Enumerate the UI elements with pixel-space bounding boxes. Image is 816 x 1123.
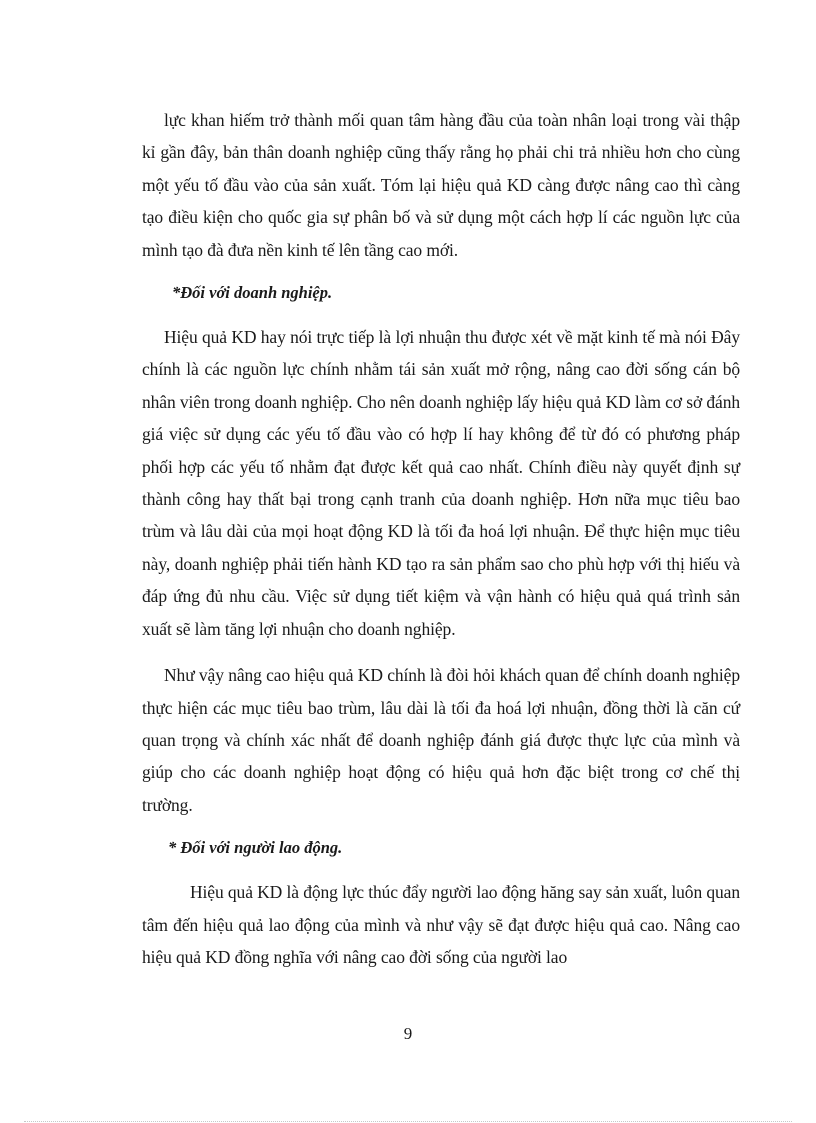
page-body [142,104,740,973]
paragraph-workers: Hiệu quả KD là động lực thúc đẩy người lao động hăng say sản xuất, luôn quan tâm đến hiệu quả lao động của mình và như vậy sẽ đạt được hiệu quả cao. Nâng cao hiệu quả KD đồng nghĩa với nâng cao đời sống của người lao [142,882,740,967]
section-heading-workers: * Đối với người lao động. [168,838,343,858]
section-heading-enterprise: *Đối với doanh nghiệp. [172,283,333,303]
paragraph-gap [142,645,740,659]
paragraph-enterprise-profit: Hiệu quả KD hay nói trực tiếp là lợi nhuận thu được xét về mặt kinh tế mà nói Đây chính là các nguồn lực chính nhằm tái sản xuất mở rộng, nâng cao đời sống cán bộ nhân viên trong doanh nghiệp. Cho nên doanh nghiệp lấy hiệu quả KD làm cơ sở đánh giá việc sử dụng các yếu tố đầu vào có hợp lí hay không để từ đó có phương pháp phối hợp các yếu tố nhằm đạt được kết quả cao nhất. Chính điều này quyết định sự thành công hay thất bại trong cạnh tranh của doanh nghiệp. Hơn nữa mục tiêu bao trùm và lâu dài của mọi hoạt động KD là tối đa hoá lợi nhuận. Để thực hiện mục tiêu này, doanh nghiệp phải tiến hành KD tạo ra sản phẩm sao cho phù hợp với thị hiếu và đáp ứng đủ nhu cầu. Việc sử dụng tiết kiệm và vận hành có hiệu quả quá trình sản xuất sẽ làm tăng lợi nhuận cho doanh nghiệp. [142,327,740,639]
paragraph-resources: lực khan hiếm trở thành mối quan tâm hàng đầu của toàn nhân loại trong vài thập kỉ gần đây, bản thân doanh nghiệp cũng thấy rằng họ phải chi trả nhiều hơn cho cùng một yếu tố đầu vào của sản xuất. Tóm lại hiệu quả KD càng được nâng cao thì càng tạo điều kiện cho quốc gia sự phân bố và sử dụng một cách hợp lí các nguồn lực của mình tạo đà đưa nền kinh tế lên tầng cao mới. [142,110,740,260]
page-number: 9 [403,1024,413,1043]
page-bottom-dotted-rule [24,1121,792,1122]
paragraph-enterprise-summary: Như vậy nâng cao hiệu quả KD chính là đòi hỏi khách quan để chính doanh nghiệp thực hiện các mục tiêu bao trùm, lâu dài là tối đa hoá lợi nhuận, đồng thời là căn cứ quan trọng và chính xác nhất để doanh nghiệp đánh giá được thực lực của mình và giúp cho các doanh nghiệp hoạt động có hiệu quả hơn đặc biệt trong cơ chế thị trường. [142,665,740,815]
